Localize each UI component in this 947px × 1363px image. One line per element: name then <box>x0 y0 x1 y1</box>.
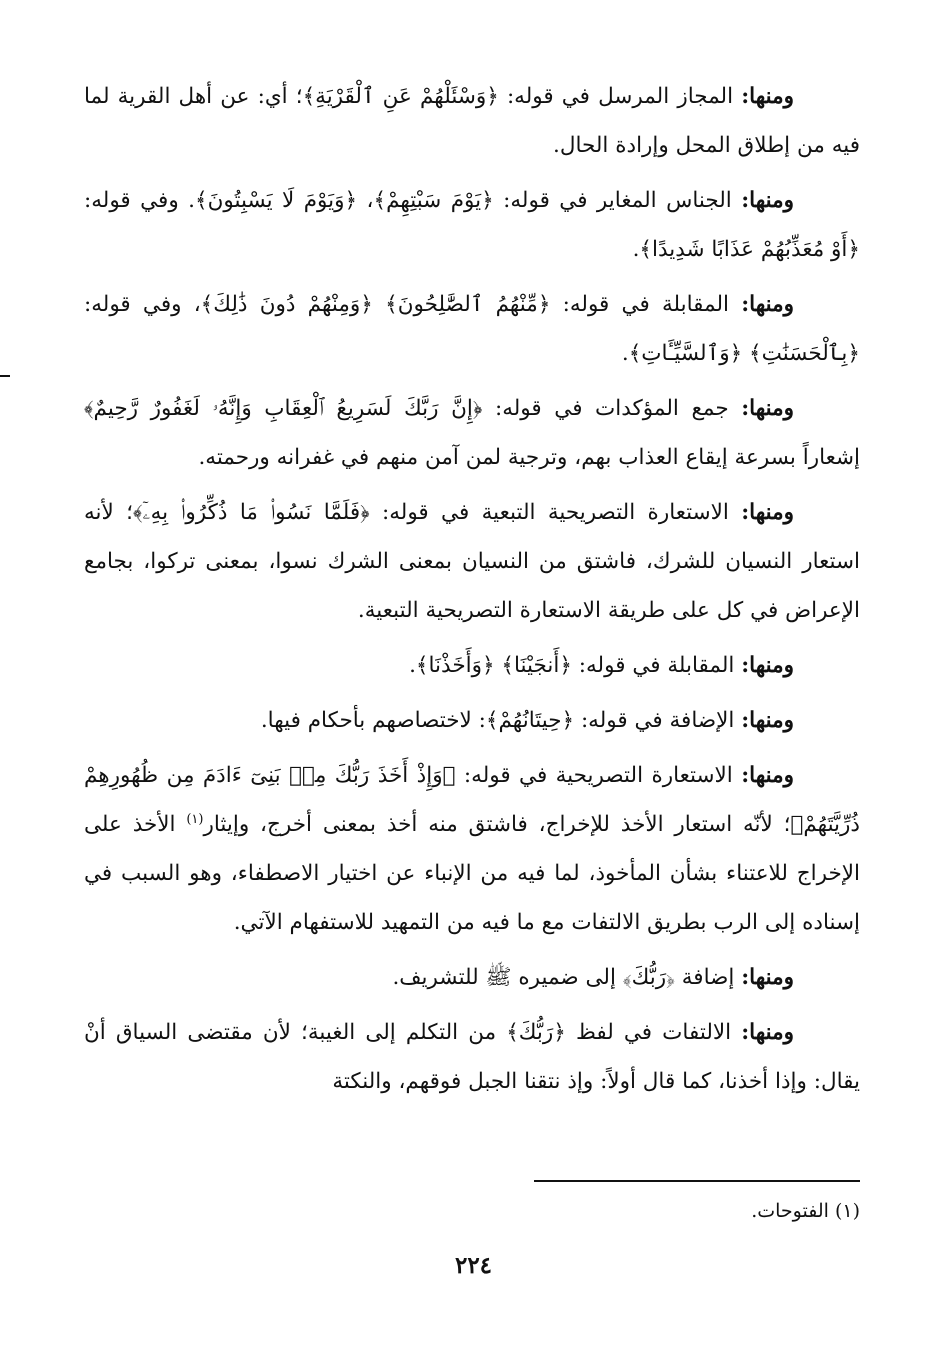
paragraph-lead: ومنها: <box>741 965 794 990</box>
paragraph-text: الأخذ على الإخراج للاعتناء بشأن المأخوذ، لما فيه من الإنباء عن اختيار الاصطفاء، وهو السبب في إسناده إلى الرب بطريق الالتفات مع ما فيه من التمهيد للاستفهام الآتي. <box>84 812 860 935</box>
paragraph-lead: ومنها: <box>741 708 794 733</box>
footnote-reference[interactable]: (١) <box>186 811 204 827</box>
paragraph <box>84 696 860 745</box>
paragraph <box>84 1008 860 1106</box>
paragraph-text: الاستعارة التصريحية التبعية في قوله: ﴿فَلَمَّا نَسُوا۟ مَا ذُكِّرُوا۟ بِهِۦٓ﴾؛ لأنه استعار النسيان للشرك، فاشتق من النسيان بمعنى الشرك نسوا، بمعنى تركوا، بجامع الإعراض في كل على طريقة الاستعارة التصريحية التبعية. <box>84 500 860 623</box>
paragraph-text: الاستعارة التصريحية في قوله: ﴿وَإِذْ أَخَذَ رَبُّكَ مِنۢ بَنِىٓ ءَادَمَ مِن ظُهُورِهِمْ ذُرِّيَّتَهُمْ﴾؛ لأنّه استعار الأخذ للإخراج، فاشتق منه أخذ بمعنى أخرج، وإيثار <box>84 763 860 837</box>
paragraph-text: المقابلة في قوله: ﴿أَنجَيْنَا﴾ ﴿وَأَخَذْنَا﴾. <box>409 653 742 678</box>
paragraph-lead: ومنها: <box>741 653 794 678</box>
paragraph-lead: ومنها: <box>741 763 794 788</box>
paragraph-text: الإضافة في قوله: ﴿حِيتَانُهُمْ﴾: لاختصاصهم بأحكام فيها. <box>260 708 742 733</box>
paragraph-text: الالتفات في لفظ ﴿رَبُّكَ﴾ من التكلم إلى الغيبة؛ لأن مقتضى السياق أنْ يقال: وإذا أخذنا، كما قال أولاً: وإذ نتقنا الجبل فوقهم، والنكتة <box>84 1020 860 1094</box>
footnote-separator <box>534 1180 860 1182</box>
paragraph-lead: ومنها: <box>741 188 794 213</box>
paragraph <box>84 953 860 1002</box>
paragraph-text: إضافة ﴿رَبُّكَ﴾ إلى ضميره ﷺ للتشريف. <box>392 965 742 990</box>
paragraph-text: المجاز المرسل في قوله: ﴿وَسْئَلْهُمْ عَنِ ٱلْقَرْيَةِ﴾؛ أي: عن أهل القرية لما فيه من إطلاق المحل وإرادة الحال. <box>84 84 860 158</box>
paragraph <box>84 751 860 947</box>
paragraph <box>84 280 860 378</box>
paragraph <box>84 176 860 274</box>
paragraph-text: المقابلة في قوله: ﴿مِّنْهُمُ ٱلصَّٰلِحُونَ﴾ ﴿وَمِنْهُمْ دُونَ ذَٰلِكَ﴾، وفي قوله: ﴿بِٱلْحَسَنَٰتِ﴾ ﴿وَٱلسَّيِّـَٔاتِ﴾. <box>84 292 860 366</box>
footnote: (١) الفتوحات. <box>751 1200 860 1222</box>
paragraph-lead: ومنها: <box>741 1020 794 1045</box>
paragraph <box>84 72 860 170</box>
paragraph-lead: ومنها: <box>741 292 794 317</box>
paragraph-text: الجناس المغاير في قوله: ﴿يَوْمَ سَبْتِهِمْ﴾، ﴿وَيَوْمَ لَا يَسْبِتُونَ﴾. وفي قوله: ﴿أَوْ مُعَذِّبُهُمْ عَذَابًا شَدِيدًا﴾. <box>84 188 860 262</box>
paragraph-lead: ومنها: <box>741 396 794 421</box>
paragraph-lead: ومنها: <box>741 500 794 525</box>
page-number: ٢٢٤ <box>454 1252 493 1279</box>
margin-mark <box>0 375 10 377</box>
paragraph <box>84 641 860 690</box>
body-text <box>84 72 860 1112</box>
paragraph-lead: ومنها: <box>741 84 794 109</box>
paragraph <box>84 488 860 635</box>
paragraph <box>84 384 860 482</box>
paragraph-text: جمع المؤكدات في قوله: ﴿إِنَّ رَبَّكَ لَسَرِيعُ ٱلْعِقَابِ وَإِنَّهُۥ لَغَفُورٌ رَّحِيمٌ﴾ إشعاراً بسرعة إيقاع العذاب بهم، وترجية لمن آمن منهم في غفرانه ورحمته. <box>84 396 860 470</box>
